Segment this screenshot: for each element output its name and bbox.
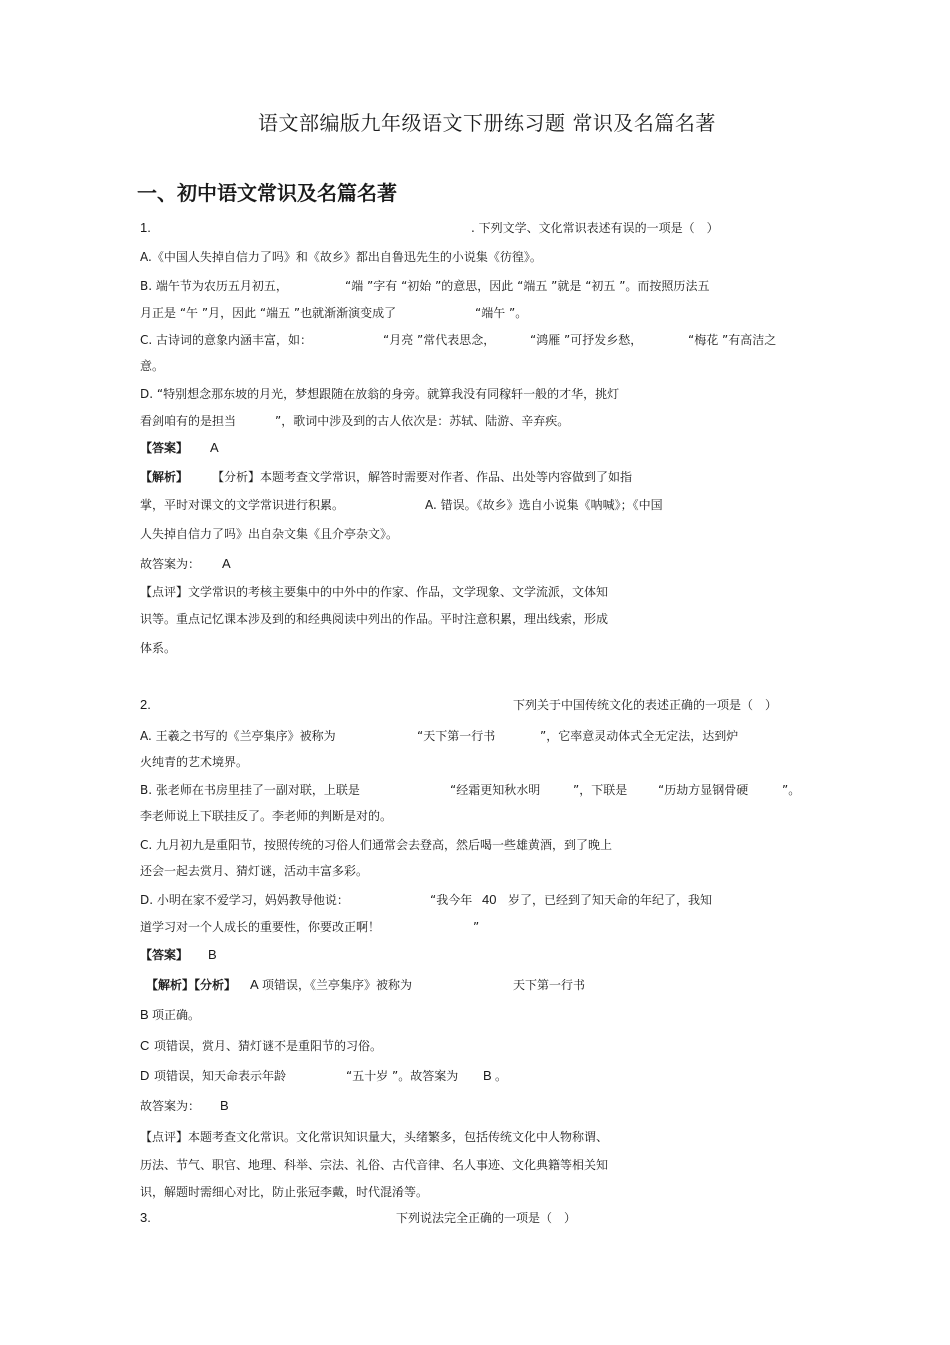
- final-answer-value: B: [220, 1098, 229, 1113]
- answer-label: 【答案】: [140, 441, 189, 455]
- q2-option-d-text: ”: [473, 920, 480, 934]
- q2-number: 2.: [140, 697, 151, 712]
- final-answer-label: 故答案为：: [140, 557, 201, 571]
- analysis-text: 【分析】本题考查文学常识，解答时需要对作者、作品、出处等内容做到了如指: [212, 470, 633, 484]
- q3-number: 3.: [140, 1210, 151, 1225]
- final-answer-value: A: [222, 556, 231, 571]
- analysis-text: 项错误，《兰亭集序》被称为: [262, 978, 413, 992]
- q2-option-c-line1: C. 九月初九是重阳节，按照传统的习俗人们通常会去登高，然后喝一些雄黄酒，到了晚上: [140, 838, 613, 852]
- section-title: 一、初中语文常识及名篇名著: [137, 181, 397, 205]
- q1-option-b-text: “端午 ”。: [475, 306, 528, 320]
- q2-comment-line3: 识，解题时需细心对比，防止张冠李戴，时代混淆等。: [140, 1185, 429, 1199]
- q1-comment-line3: 体系。: [140, 641, 177, 655]
- q2-option-d-text: 道学习对一个人成长的重要性，你要改正啊！: [140, 920, 381, 934]
- analysis-text: A: [250, 977, 259, 992]
- analysis-text: 掌，平时对课文的文学常识进行积累。: [140, 498, 345, 512]
- q1-option-c-text: “月亮 ”常代表思念，: [383, 333, 496, 347]
- q2-option-b-text: B. 张老师在书房里挂了一副对联，上联是: [140, 783, 360, 797]
- q2-option-b-text: “经霜更知秋水明: [450, 783, 541, 797]
- q3-stem: 下列说法完全正确的一项是（ ）: [396, 1211, 577, 1225]
- answer-value: B: [208, 947, 217, 962]
- final-answer-label: 故答案为：: [140, 1099, 201, 1113]
- analysis-text: A. 错误。《故乡》选自小说集《呐喊》；《中国: [425, 498, 663, 512]
- q1-stem: . 下列文学、文化常识表述有误的一项是（ ）: [471, 221, 719, 235]
- answer-label: 【答案】: [140, 948, 189, 962]
- analysis-label: 【解析】【分析】: [146, 978, 237, 992]
- q1-option-d-line1: D. “特别想念那东坡的月光，梦想跟随在放翁的身旁。就算我没有同稼轩一般的才华，挑灯: [140, 387, 620, 401]
- analysis-text: B: [140, 1007, 149, 1022]
- q1-analysis-line3: 人失掉自信力了吗》出自杂文集《且介亭杂文》。: [140, 527, 399, 541]
- q2-option-a-line2: 火纯青的艺术境界。: [140, 755, 249, 769]
- q1-option-a: A.《中国人失掉自信力了吗》和《故乡》都出自鲁迅先生的小说集《彷徨》。: [140, 250, 542, 264]
- q1-comment-line1: 【点评】文学常识的考核主要集中的中外中的作家、作品，文学现象、文学流派，文体知: [140, 585, 609, 599]
- q1-option-b-text: 月正是 “午 ”月，因此 “端五 ”也就渐渐演变成了: [140, 306, 397, 320]
- analysis-label: 【解析】: [140, 470, 189, 484]
- q2-option-a-text: ”，它率意灵动体式全无定法，达到炉: [540, 729, 739, 743]
- analysis-text: 天下第一行书: [513, 978, 586, 992]
- q1-option-d-text: ”，歌词中涉及到的古人依次是：苏轼、陆游、辛弃疾。: [275, 414, 570, 428]
- q2-option-d-text: 岁了，已经到了知天命的年纪了，我知: [508, 893, 713, 907]
- analysis-text: 。: [495, 1069, 508, 1083]
- q2-option-a-text: A. 王羲之书写的《兰亭集序》被称为: [140, 729, 336, 743]
- q1-option-c-line2: 意。: [140, 359, 165, 373]
- answer-value: A: [210, 440, 219, 455]
- q2-option-b-line2: 李老师说上下联挂反了。李老师的判断是对的。: [140, 809, 393, 823]
- analysis-text: C: [140, 1038, 150, 1053]
- analysis-text: 项错误，赏月、猜灯谜不是重阳节的习俗。: [154, 1039, 383, 1053]
- q2-option-b-text: “历劫方显钢骨硬: [658, 783, 749, 797]
- q1-option-c-text: “梅花 ”有高洁之: [688, 333, 777, 347]
- q1-comment-line2: 识等。重点记忆课本涉及到的和经典阅读中列出的作品。平时注意积累，理出线索，形成: [140, 612, 609, 626]
- q1-option-d-text: 看剑咱有的是担当: [140, 414, 237, 428]
- q1-option-b-text: B. 端午节为农历五月初五，: [140, 279, 288, 293]
- q2-option-d-text: D. 小明在家不爱学习，妈妈教导他说：: [140, 893, 349, 907]
- q2-option-c-line2: 还会一起去赏月、猜灯谜，活动丰富多彩。: [140, 864, 369, 878]
- analysis-text: “五十岁 ”。故答案为: [346, 1069, 459, 1083]
- q2-comment-line1: 【点评】本题考查文化常识。文化常识知识量大，头绪繁多，包括传统文化中人物称谓、: [140, 1130, 609, 1144]
- q2-stem: 下列关于中国传统文化的表述正确的一项是（ ）: [513, 698, 778, 712]
- analysis-text: B: [483, 1068, 492, 1083]
- q2-option-d-text: “我今年: [430, 893, 473, 907]
- analysis-text: 项错误，知天命表示年龄: [154, 1069, 287, 1083]
- q2-option-d-text: 40: [482, 892, 497, 907]
- q2-option-b-text: ”。: [782, 783, 801, 797]
- q2-option-a-text: “天下第一行书: [417, 729, 496, 743]
- q1-option-c-text: “鸿雁 ”可抒发乡愁，: [530, 333, 643, 347]
- document-title: 语文部编版九年级语文下册练习题 常识及名篇名著: [258, 111, 716, 135]
- analysis-text: D: [140, 1068, 150, 1083]
- q2-comment-line2: 历法、节气、职官、地理、科举、宗法、礼俗、古代音律、名人事迹、文化典籍等相关知: [140, 1158, 609, 1172]
- q2-option-b-text: ”，下联是: [573, 783, 628, 797]
- q1-option-c-text: C. 古诗词的意象内涵丰富，如：: [140, 333, 313, 347]
- q1-option-b-text: “端 ”字有 “初始 ”的意思，因此 “端五 ”就是 “初五 ”。而按照历法五: [345, 279, 710, 293]
- analysis-text: 项正确。: [152, 1008, 201, 1022]
- q1-number: 1.: [140, 220, 151, 235]
